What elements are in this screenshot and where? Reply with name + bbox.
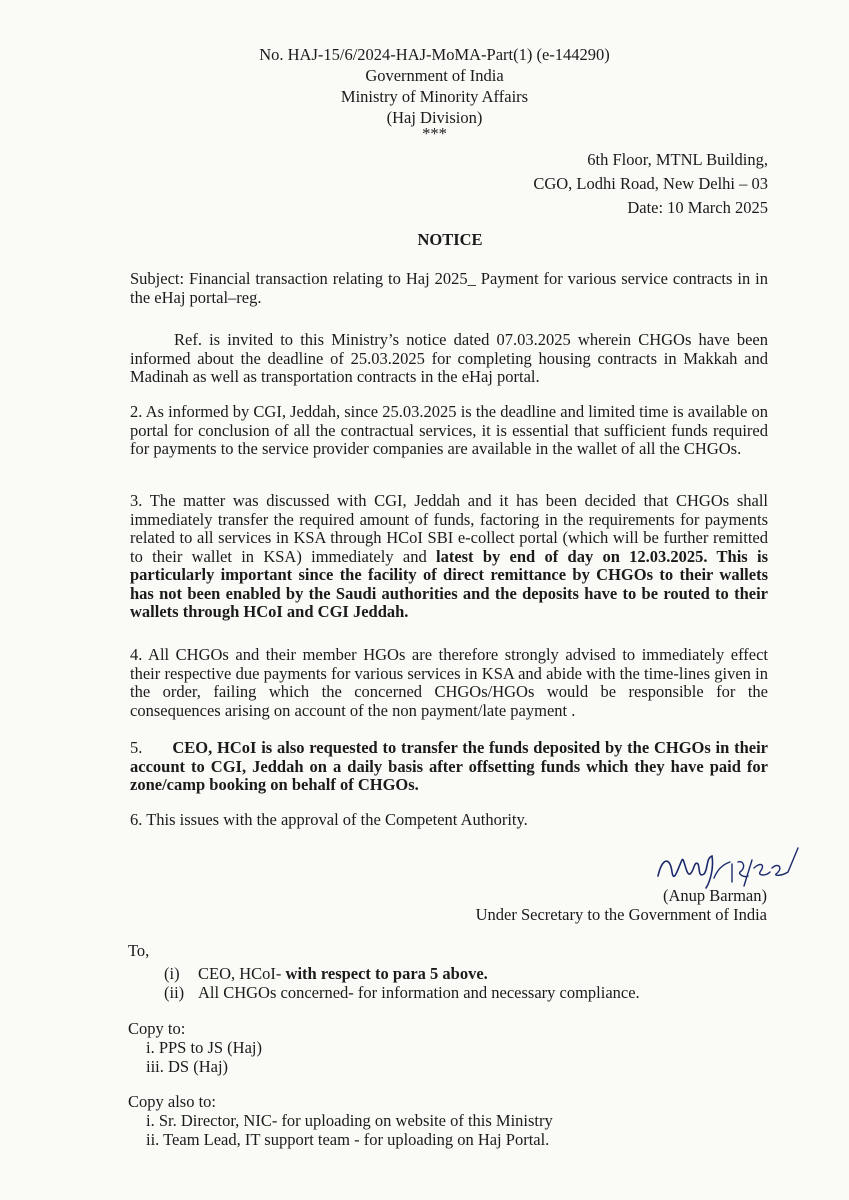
notice-date: Date: 10 March 2025 bbox=[627, 198, 768, 217]
notice-title: NOTICE bbox=[417, 230, 483, 249]
copy-also-item: ii. Team Lead, IT support team - for uploading on Haj Portal. bbox=[146, 1130, 550, 1149]
to-item-emphasis: with respect to para 5 above. bbox=[285, 964, 488, 983]
copy-also-label: Copy also to: bbox=[128, 1092, 217, 1111]
to-label: To, bbox=[128, 941, 150, 960]
copy-also-section bbox=[128, 1092, 553, 1149]
letter-header bbox=[0, 44, 849, 143]
to-item-text: All CHGOs concerned- for information and necessary compliance. bbox=[198, 983, 640, 1002]
header-separator: *** bbox=[422, 124, 447, 143]
copy-to-item: iii. DS (Haj) bbox=[146, 1057, 229, 1076]
ministry-name: Ministry of Minority Affairs bbox=[340, 87, 529, 106]
paragraph-3 bbox=[130, 492, 768, 622]
copy-to-label: Copy to: bbox=[128, 1019, 186, 1038]
address-line-2: CGO, Lodhi Road, New Delhi – 03 bbox=[533, 174, 768, 193]
government-name: Government of India bbox=[365, 66, 504, 85]
office-address bbox=[533, 148, 768, 220]
to-item-number: (ii) bbox=[164, 983, 185, 1002]
paragraph-5-text: CEO, HCoI is also requested to transfer the funds deposited by the CHGOs in their account to CGI, Jeddah on a daily basis after offsetting funds which they have paid for zone/camp booking on behalf of CHGOs. bbox=[130, 738, 768, 794]
paragraph-5 bbox=[130, 739, 768, 795]
paragraph-3-emphasis: latest by end of day on 12.03.2025. This is particularly important since the facility of direct remittance by CHGOs to their wallets has not been enabled by the Saudi authorities and the deposits have to be routed to their wallets through HCoI and CGI Jeddah. bbox=[130, 546, 768, 621]
copy-to-section bbox=[128, 1019, 262, 1076]
to-section bbox=[128, 941, 640, 1002]
address-line-1: 6th Floor, MTNL Building, bbox=[587, 150, 768, 169]
paragraph-6: 6. This issues with the approval of the Competent Authority. bbox=[130, 810, 528, 829]
division-name: (Haj Division) bbox=[386, 108, 483, 127]
paragraph-3-text: 3. The matter was discussed with CGI, Jeddah and it has been decided that CHGOs shall immediately transfer the required amount of funds, factoring in the requirements for payments related to all services in KSA through HCoI SBI e-collect portal (which will be further remitted to their wallet in KSA) immediately and bbox=[130, 491, 768, 566]
paragraph-4: 4. All CHGOs and their member HGOs are therefore strongly advised to immediately effect their respective due payments for various services in KSA and abide with the time-lines given in the order, failing which the concerned CHGOs/HGOs would be responsible for the consequences arising on account of the non payment/late payment . bbox=[130, 645, 768, 720]
signatory-designation: Under Secretary to the Government of India bbox=[475, 905, 767, 924]
to-item-text: CEO, HCoI- bbox=[198, 964, 286, 983]
signatory-name: (Anup Barman) bbox=[662, 886, 767, 905]
subject-line: Subject: Financial transaction relating to Haj 2025_ Payment for various service contracts in in the eHaj portal–reg. bbox=[130, 269, 768, 307]
reference-number: No. HAJ-15/6/2024-HAJ-MoMA-Part(1) (e-144290) bbox=[259, 45, 610, 64]
to-item-1 bbox=[128, 964, 640, 983]
copy-to-item: i. PPS to JS (Haj) bbox=[146, 1038, 262, 1057]
paragraph-reference: Ref. is invited to this Ministry’s notice dated 07.03.2025 wherein CHGOs have been informed about the deadline of 25.03.2025 for completing housing contracts in Makkah and Madinah as well as transportation contracts in the eHaj portal. bbox=[130, 330, 768, 386]
paragraph-5-number: 5. bbox=[130, 738, 143, 757]
to-item-number: (i) bbox=[164, 964, 180, 983]
to-item-2 bbox=[128, 983, 640, 1002]
copy-also-item: i. Sr. Director, NIC- for uploading on website of this Ministry bbox=[146, 1111, 553, 1130]
paragraph-2: 2. As informed by CGI, Jeddah, since 25.03.2025 is the deadline and limited time is available on portal for conclusion of all the contractual services, it is essential that sufficient funds required for payments to the service provider companies are available in the wallet of all the CHGOs. bbox=[130, 402, 768, 458]
